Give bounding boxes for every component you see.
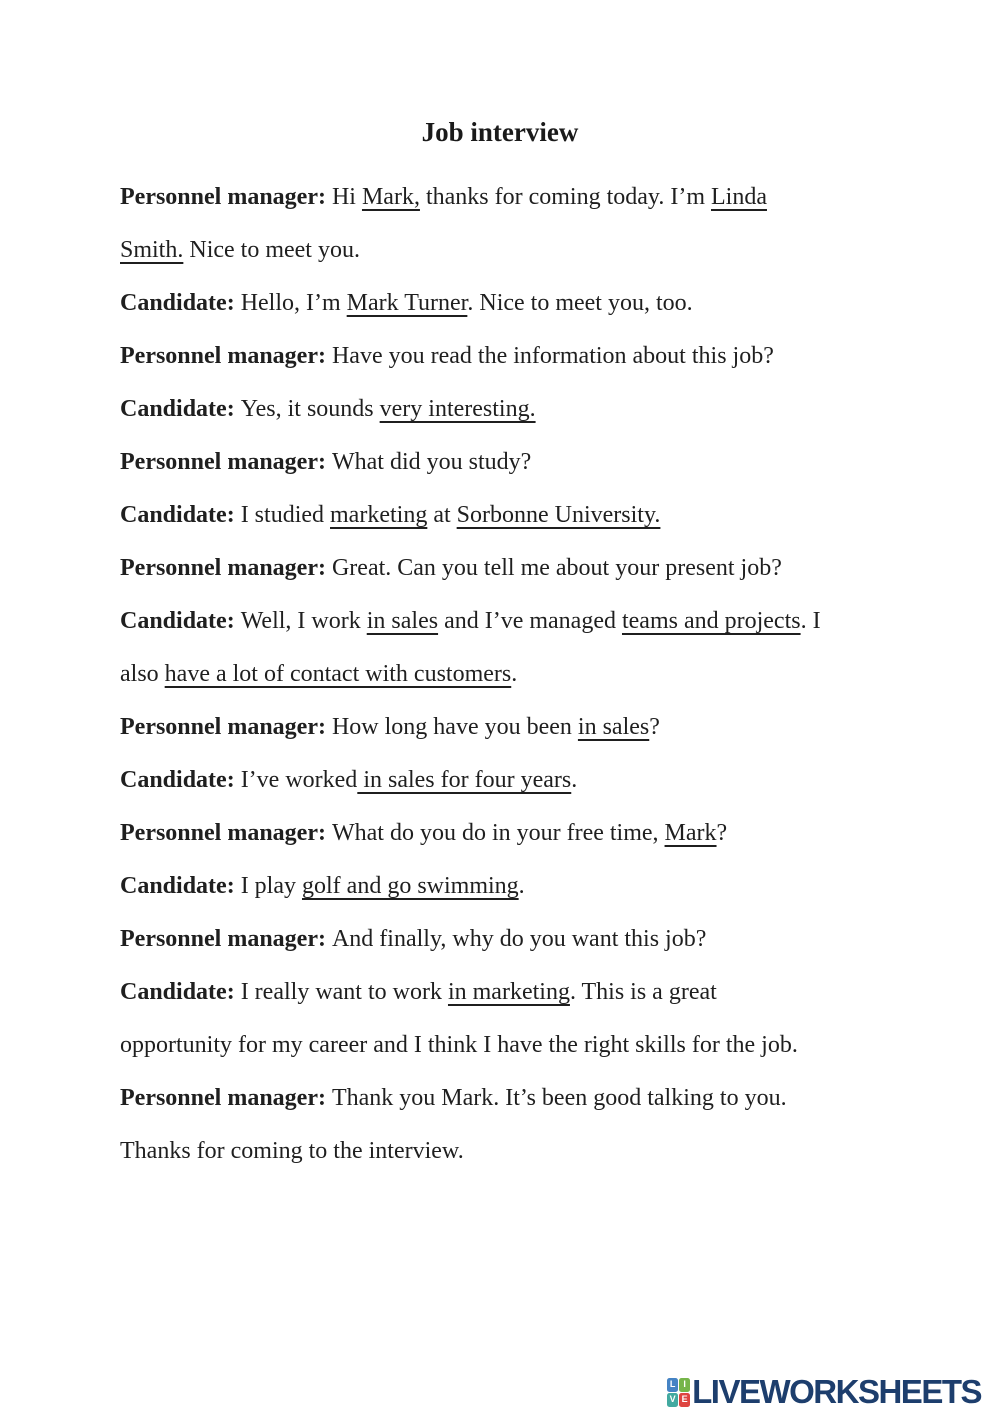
logo-tile-l: L (667, 1378, 678, 1392)
speaker-label: Personnel manager: (120, 184, 332, 210)
page-title: Job interview (421, 117, 579, 147)
speaker-label: Candidate: (120, 767, 241, 793)
dialogue-line (120, 1019, 1000, 1072)
dialogue (120, 171, 1000, 1178)
answer-text: marketing (330, 502, 428, 528)
liveworksheets-icon (667, 1378, 690, 1407)
dialogue-text: . Nice to meet you, too. (467, 290, 693, 316)
dialogue-text: thanks for coming today. I’m (419, 184, 711, 210)
speaker-label: Personnel manager: (120, 449, 332, 475)
speaker-label: Candidate: (120, 873, 241, 899)
dialogue-line (120, 754, 1000, 807)
dialogue-line (120, 436, 1000, 489)
answer-text: Mark (664, 820, 717, 846)
dialogue-text: at (427, 502, 457, 528)
answer-text: Linda (711, 184, 767, 210)
speaker-label: Candidate: (120, 608, 241, 634)
answer-text: in sales (366, 608, 439, 634)
dialogue-text: Hello, I’m (240, 290, 347, 316)
dialogue-line (120, 1125, 1000, 1178)
dialogue-text: . (571, 767, 578, 793)
liveworksheets-logo[interactable] (667, 1373, 981, 1410)
dialogue-line (120, 966, 1000, 1019)
dialogue-text: ? (716, 820, 728, 846)
speaker-label: Personnel manager: (120, 926, 332, 952)
dialogue-text: I play (240, 873, 302, 899)
dialogue-line (120, 383, 1000, 436)
dialogue-text: Thank you Mark. It’s been good talking to you. (331, 1085, 787, 1111)
dialogue-line (120, 542, 1000, 595)
dialogue-text: I’ve worked (240, 767, 358, 793)
dialogue-text: Have you read the information about this job? (331, 343, 774, 369)
dialogue-text: ? (649, 714, 660, 740)
speaker-label: Candidate: (120, 502, 241, 528)
speaker-label: Candidate: (120, 396, 241, 422)
speaker-label: Personnel manager: (120, 820, 332, 846)
dialogue-line (120, 277, 1000, 330)
answer-text: teams and projects (621, 608, 801, 634)
dialogue-line (120, 224, 1000, 277)
dialogue-text: Yes, it sounds (240, 396, 380, 422)
liveworksheets-wordmark: LIVEWORKSHEETS (692, 1373, 981, 1410)
dialogue-text: and I’ve managed (438, 608, 622, 634)
answer-text: in marketing (447, 979, 570, 1005)
speaker-label: Personnel manager: (120, 343, 332, 369)
dialogue-text: . (518, 873, 525, 899)
dialogue-text: also (120, 661, 165, 687)
answer-text: have a lot of contact with customers (164, 661, 512, 687)
dialogue-text: Great. Can you tell me about your present job? (331, 555, 782, 581)
answer-text: Smith. (120, 237, 184, 263)
dialogue-text: And finally, why do you want this job? (331, 926, 707, 952)
answer-text: in sales (577, 714, 650, 740)
answer-text: Mark, (361, 184, 420, 210)
dialogue-text: What do you do in your free time, (331, 820, 665, 846)
dialogue-line (120, 701, 1000, 754)
answer-text: Sorbonne University. (456, 502, 661, 528)
dialogue-line (120, 171, 1000, 224)
dialogue-line (120, 913, 1000, 966)
dialogue-line (120, 489, 1000, 542)
dialogue-text: Well, I work (240, 608, 367, 634)
dialogue-text: Nice to meet you. (183, 237, 360, 263)
dialogue-line (120, 595, 1000, 648)
dialogue-text: What did you study? (331, 449, 532, 475)
dialogue-text: . I (800, 608, 821, 634)
answer-text: in sales for four years (357, 767, 572, 793)
dialogue-line (120, 330, 1000, 383)
logo-tile-v: V (667, 1393, 678, 1407)
answer-text: very interesting. (379, 396, 536, 422)
dialogue-line (120, 860, 1000, 913)
speaker-label: Personnel manager: (120, 555, 332, 581)
logo-tile-e: E (679, 1393, 690, 1407)
speaker-label: Personnel manager: (120, 1085, 332, 1111)
dialogue-text: . This is a great (569, 979, 717, 1005)
dialogue-text: I really want to work (240, 979, 448, 1005)
dialogue-text: . (511, 661, 518, 687)
speaker-label: Candidate: (120, 979, 241, 1005)
logo-tile-i: I (679, 1378, 690, 1392)
dialogue-text: How long have you been (331, 714, 578, 740)
dialogue-text: Hi (331, 184, 362, 210)
dialogue-line (120, 1072, 1000, 1125)
dialogue-text: I studied (240, 502, 331, 528)
answer-text: Mark Turner (346, 290, 468, 316)
dialogue-line (120, 648, 1000, 701)
speaker-label: Personnel manager: (120, 714, 332, 740)
dialogue-line (120, 807, 1000, 860)
speaker-label: Candidate: (120, 290, 241, 316)
dialogue-text: Thanks for coming to the interview. (120, 1138, 464, 1164)
answer-text: golf and go swimming (302, 873, 519, 899)
dialogue-text: opportunity for my career and I think I have the right skills for the job. (120, 1032, 798, 1058)
